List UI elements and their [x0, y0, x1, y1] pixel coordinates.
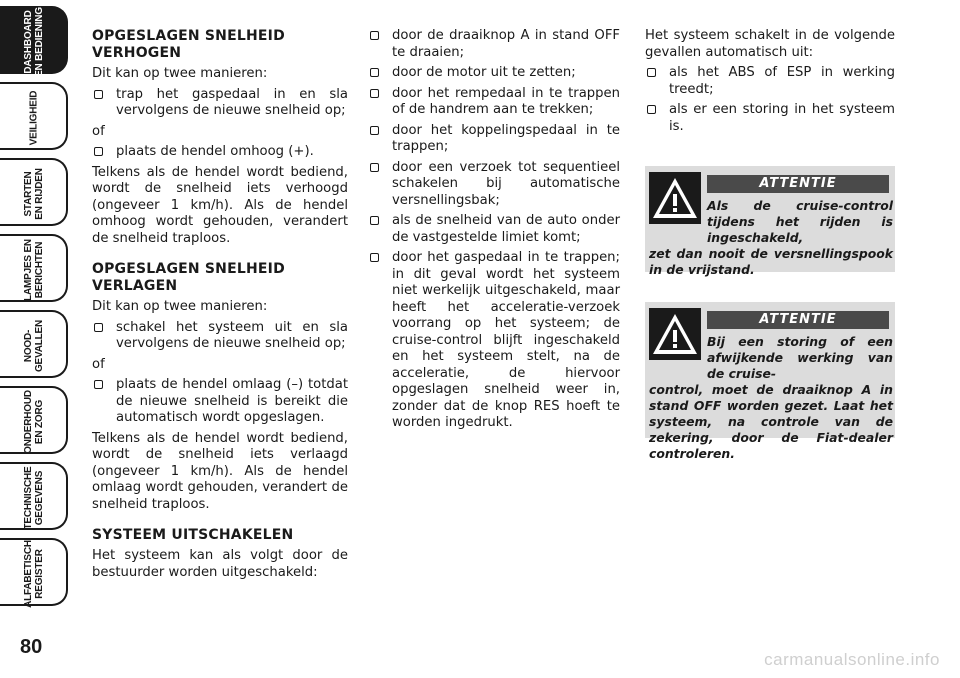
- list-item-text: plaats de hendel omhoog (+).: [116, 144, 314, 159]
- warning-title: ATTENTIE: [707, 311, 889, 329]
- list-item: [645, 65, 895, 98]
- tab-noodgevallen[interactable]: [0, 310, 68, 378]
- paragraph: of: [92, 356, 105, 372]
- warning-text: [649, 198, 893, 278]
- list-item-text: plaats de hendel omlaag (–) totdat de nieuwe snelheid is bereikt die automatisch wordt opgeslagen.: [116, 377, 348, 425]
- list-item: [92, 320, 348, 353]
- paragraph: Het systeem schakelt in de volgende gevallen automatisch uit:: [645, 28, 895, 60]
- tab-label: STARTEN EN RIJDEN: [23, 168, 45, 220]
- paragraph: Telkens als de hendel wordt bediend, wordt de snelheid iets verlaagd (ongeveer 1 km/h). Als de hendel omlaag wordt gehouden, verandert de snelheid traploos.: [92, 430, 348, 512]
- list-item-text: door de motor uit te zetten;: [392, 65, 576, 80]
- checkbox-bullet-icon: [94, 147, 103, 156]
- checkbox-bullet-icon: [370, 68, 379, 77]
- tab-label: LAMPJES EN BERICHTEN: [23, 239, 45, 301]
- tab-label: VEILIGHEID: [28, 90, 40, 146]
- checkbox-bullet-icon: [94, 323, 103, 332]
- column-right: [645, 28, 895, 139]
- checkbox-bullet-icon: [647, 68, 656, 77]
- paragraph: Het systeem kan als volgt door de bestuurder worden uitgeschakeld:: [92, 548, 348, 580]
- warning-text-lead: Als de cruise-control tijdens het rijden is ingeschakeld,: [707, 198, 893, 245]
- checkbox-bullet-icon: [370, 31, 379, 40]
- list-item-text: als het ABS of ESP in werking treedt;: [669, 65, 895, 97]
- watermark: carmanualsonline.info: [764, 650, 940, 669]
- list-item-text: als de snelheid van de auto onder de vastgestelde limiet komt;: [392, 213, 620, 245]
- tab-label: TECHNISCHE GEGEVENS: [23, 466, 45, 530]
- checkbox-bullet-icon: [370, 216, 379, 225]
- warning-text-rest: control, moet de draaiknop A in stand OFF worden gezet. Laat het systeem, na controle van de zekering, door de Fiat-dealer controleren.: [649, 382, 893, 461]
- list-item: [92, 87, 348, 120]
- tab-lampjes-en-berichten[interactable]: [0, 234, 68, 302]
- heading-decrease-speed: OPGESLAGEN SNELHEID VERLAGEN: [92, 261, 285, 294]
- list-item: [368, 250, 620, 432]
- tab-label: DASHBOARD EN BEDIENING: [23, 7, 45, 77]
- tab-label: ALFABETISCH REGISTER: [23, 540, 45, 608]
- tab-label: NOOD- GEVALLEN: [23, 319, 45, 373]
- tab-dashboard-en-bediening[interactable]: [0, 6, 68, 77]
- tab-alfabetisch-register[interactable]: [0, 538, 68, 606]
- checkbox-bullet-icon: [94, 380, 103, 389]
- list-item: [368, 28, 620, 61]
- list-item-text: door de draaiknop A in stand OFF te draaien;: [392, 28, 620, 60]
- tab-technische-gegevens[interactable]: [0, 462, 68, 530]
- paragraph: Telkens als de hendel wordt bediend, wordt de snelheid iets verhoogd (ongeveer 1 km/h). Als de hendel omhoog wordt gehouden, verandert de snelheid traploos.: [92, 164, 348, 246]
- checkbox-bullet-icon: [370, 89, 379, 98]
- list-item-text: trap het gaspedaal in en sla vervolgens de nieuwe snelheid op;: [116, 86, 348, 118]
- list-item: [92, 144, 348, 161]
- list-item-text: door een verzoek tot sequentieel schakelen bij automatische versnellingsbak;: [392, 159, 620, 208]
- heading-system-off: SYSTEEM UITSCHAKELEN: [92, 527, 294, 543]
- list-item: [368, 86, 620, 119]
- warning-text-lead: Bij een storing of een afwijkende werking van de cruise-: [707, 334, 893, 381]
- list-item: [368, 65, 620, 82]
- warning-text-rest: zet dan nooit de versnellingspook in de vrijstand.: [649, 246, 893, 277]
- list-item: [645, 102, 895, 135]
- warning-box: [645, 302, 895, 461]
- list-item: [368, 123, 620, 156]
- list-item-text: door het koppelingspedaal in te trappen;: [392, 122, 620, 154]
- paragraph: Dit kan op twee manieren:: [92, 66, 268, 81]
- checkbox-bullet-icon: [370, 253, 379, 262]
- list-item-text: als er een storing in het systeem is.: [669, 102, 895, 134]
- warning-box: [645, 166, 895, 277]
- heading-increase-speed: OPGESLAGEN SNELHEID VERHOGEN: [92, 28, 285, 61]
- warning-text: [649, 334, 893, 462]
- checkbox-bullet-icon: [647, 105, 656, 114]
- chapter-sidebar: [0, 0, 72, 640]
- tab-label: ONDERHOUD EN ZORG: [23, 390, 45, 454]
- list-item: [92, 377, 348, 427]
- checkbox-bullet-icon: [370, 126, 379, 135]
- list-item-text: schakel het systeem uit en sla vervolgens de nieuwe snelheid op;: [116, 319, 348, 351]
- paragraph: of: [92, 123, 105, 139]
- list-item-text: door het rempedaal in te trappen of de handrem aan te trekken;: [392, 85, 620, 117]
- column-left: [92, 28, 348, 585]
- paragraph: Dit kan op twee manieren:: [92, 299, 268, 314]
- list-item: [368, 213, 620, 246]
- tab-veiligheid[interactable]: [0, 82, 68, 150]
- column-middle: [368, 28, 620, 436]
- checkbox-bullet-icon: [94, 90, 103, 99]
- checkbox-bullet-icon: [370, 163, 379, 172]
- tab-starten-en-rijden[interactable]: [0, 158, 68, 226]
- list-item-text: door het gaspedaal in te trappen; in dit geval wordt het systeem niet werkelijk uitgeschakeld, maar heeft het acceleratie-verzoek voorrang op het systeem; de cruise-control blijft ingeschakeld en het systeem stelt, na de acceleratie, de hiervoor opgeslagen snelheid weer in, zonder dat de knop RES hoeft te worden ingedrukt.: [392, 250, 620, 430]
- list-item: [368, 160, 620, 210]
- warning-title: ATTENTIE: [707, 175, 889, 193]
- tab-onderhoud-en-zorg[interactable]: [0, 386, 68, 454]
- page-number: 80: [20, 636, 43, 658]
